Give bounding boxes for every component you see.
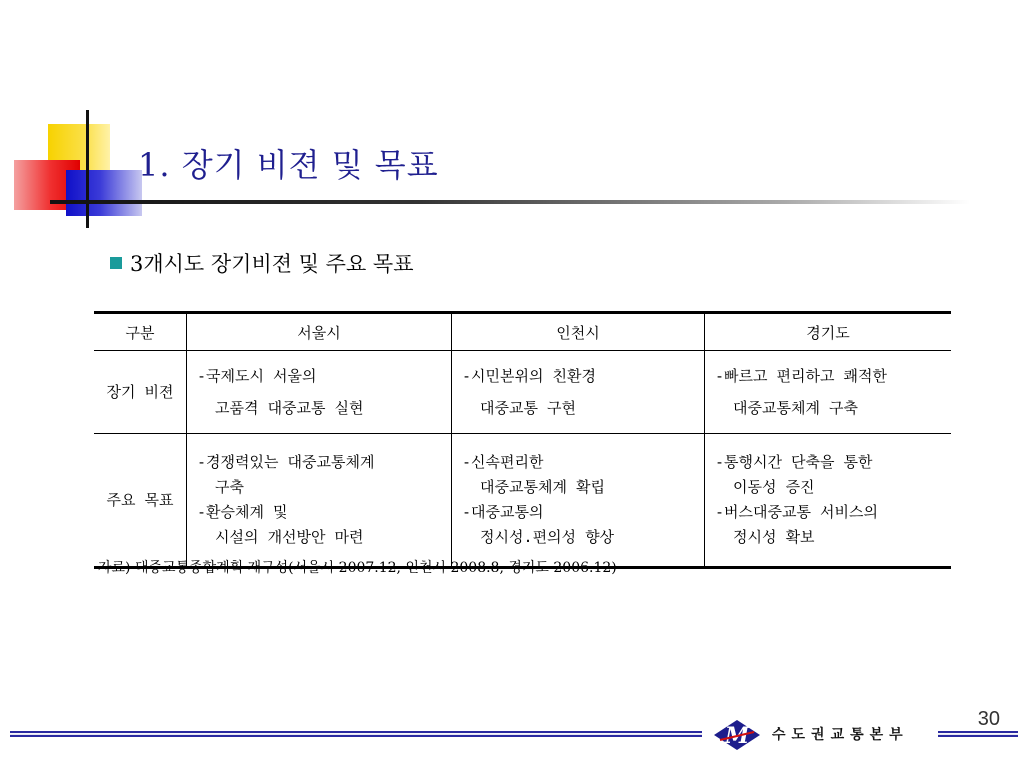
square-bullet-icon [110, 257, 122, 269]
header-seoul: 서울시 [187, 313, 452, 351]
cell-line: 이동성 증진 [715, 478, 815, 496]
title-underline [50, 200, 970, 204]
table-header-row [94, 313, 951, 351]
cell-line: 구축 [197, 478, 245, 496]
page-title: 1. 장기 비젼 및 목표 [138, 146, 439, 184]
row-label [94, 351, 187, 434]
table-cell [452, 434, 705, 568]
table-row [94, 351, 951, 434]
cell-line: -빠르고 편리하고 쾌적한 [715, 367, 887, 385]
header-gyeonggi: 경기도 [705, 313, 952, 351]
table-cell [705, 351, 952, 434]
row-label [94, 434, 187, 568]
header-category: 구분 [94, 313, 187, 351]
header-incheon: 인천시 [452, 313, 705, 351]
table-row [94, 434, 951, 568]
cell-line: -경쟁력있는 대중교통체계 [197, 453, 375, 471]
cell-line: 고품격 대중교통 실현 [197, 399, 364, 417]
table-cell [452, 351, 705, 434]
cell-line: 시설의 개선방안 마련 [197, 528, 364, 546]
cell-line: -환승체계 및 [197, 503, 288, 521]
bullet-item [110, 248, 414, 278]
footer-line-left [10, 731, 702, 737]
source-note: 자료) 대중교통종합계획 재구성(서울시 2007.12, 인천시 2008.8, 경기도 2006.12) [98, 560, 617, 576]
organization-name: 수도권교통본부 [772, 727, 909, 743]
row-label-line: 목표 [144, 491, 174, 509]
row-label-line: 장기 [106, 383, 136, 401]
cell-line: -버스대중교통 서비스의 [715, 503, 878, 521]
page-number: 30 [977, 708, 1000, 730]
cell-line: -시민본위의 친환경 [462, 367, 596, 385]
cell-line: 정시성 확보 [715, 528, 815, 546]
cell-line: 대중교통 구현 [462, 399, 577, 417]
row-label-line: 비젼 [144, 383, 174, 401]
row-label-line: 주요 [106, 491, 136, 509]
table-cell [705, 434, 952, 568]
footer-line-right [938, 731, 1018, 737]
cell-line: -대중교통의 [462, 503, 544, 521]
table-cell [187, 351, 452, 434]
cell-line: 정시성.편의성 향상 [462, 528, 615, 546]
table-cell [187, 434, 452, 568]
cell-line: 대중교통체계 구축 [715, 399, 859, 417]
svg-text:M: M [724, 723, 750, 749]
bullet-text: 3개시도 장기비젼 및 주요 목표 [130, 252, 414, 276]
cell-line: -신속편리한 [462, 453, 544, 471]
cell-line: -국제도시 서울의 [197, 367, 317, 385]
vision-goals-table [94, 311, 951, 569]
m-logo-icon [712, 718, 762, 752]
decor-blue-square [66, 170, 142, 216]
cell-line: -통행시간 단축을 통한 [715, 453, 873, 471]
cell-line: 대중교통체계 확립 [462, 478, 606, 496]
decor-vertical-line [86, 110, 89, 228]
